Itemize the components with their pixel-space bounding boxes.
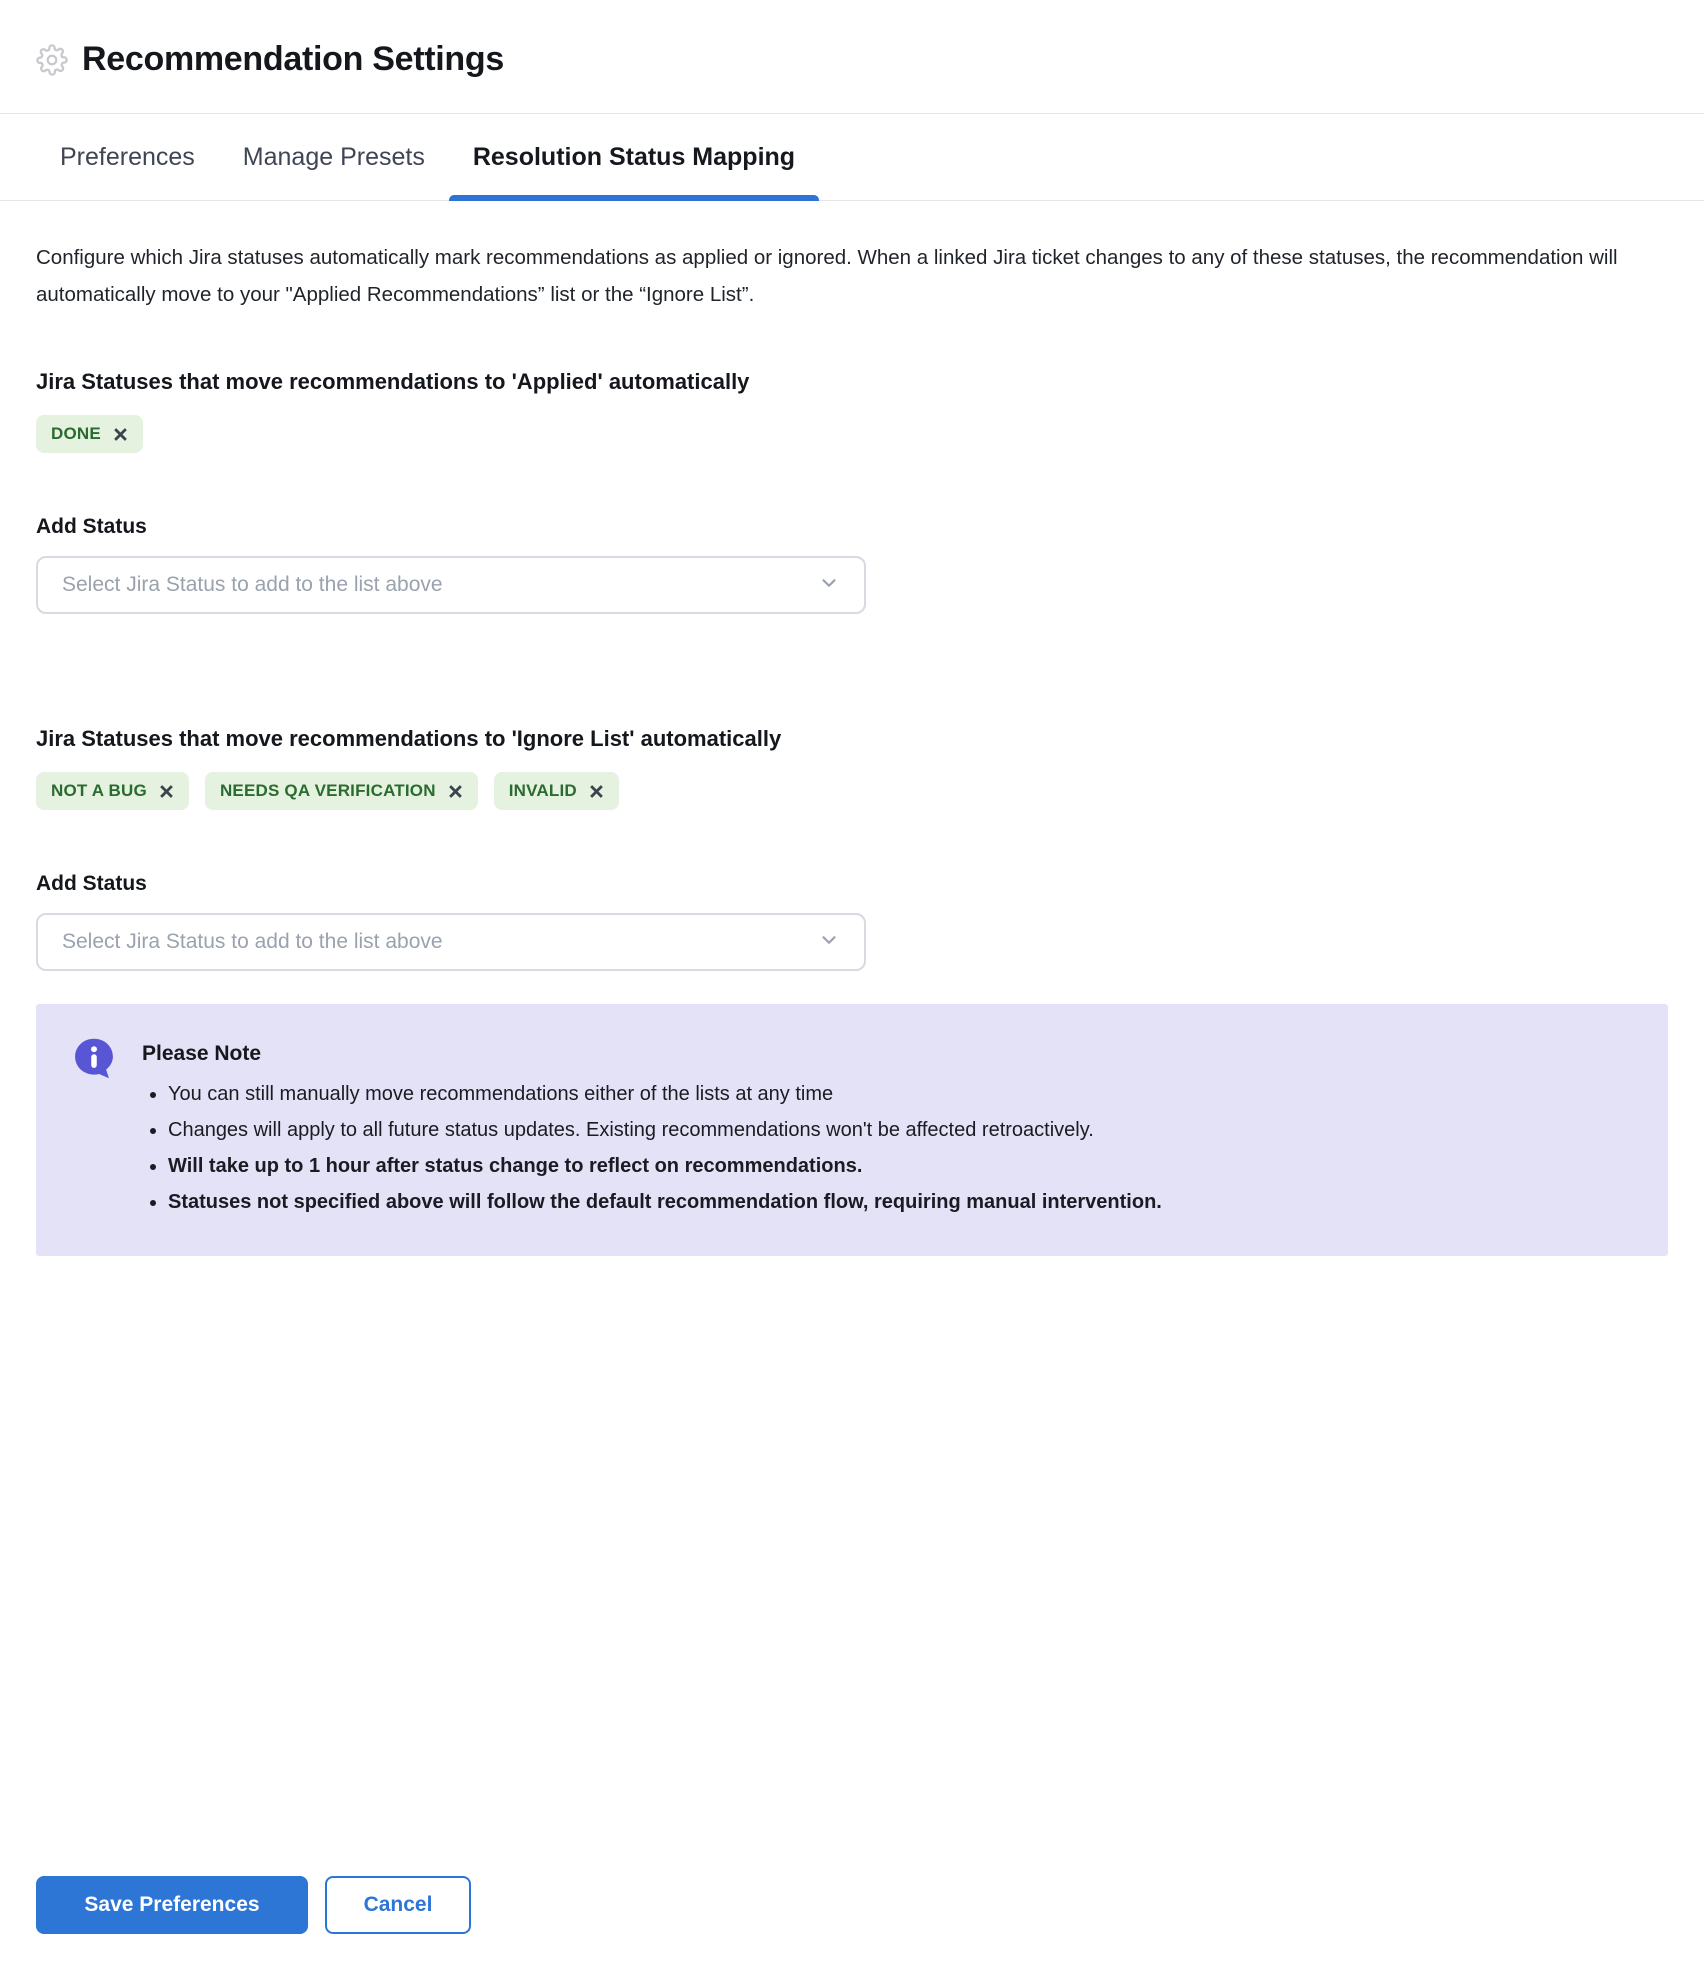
info-icon <box>72 1036 116 1080</box>
note-bullet: • Changes will apply to all future status updates. Existing recommendations won't be affected retroactively. <box>168 1116 1162 1144</box>
status-chip-label: DONE <box>51 424 101 443</box>
status-chip-needs-qa-verification <box>205 772 478 810</box>
page-description: Configure which Jira statuses automatically mark recommendations as applied or ignored. When a linked Jira ticket changes to any of these statuses, the recommendation will automatically move to your "Applied Recommendations” list or the “Ignore List”. <box>36 246 1618 306</box>
note-content <box>142 1034 1162 1216</box>
status-chip-label: NOT A BUG <box>51 781 147 800</box>
applied-statuses-section <box>36 369 1668 614</box>
gear-icon <box>36 44 68 76</box>
tab-resolution-status-mapping[interactable]: Resolution Status Mapping <box>449 114 819 200</box>
note-bullet: • You can still manually move recommendations either of the lists at any time <box>168 1080 1162 1108</box>
remove-status-icon[interactable] <box>448 784 463 799</box>
status-chip-done <box>36 415 143 453</box>
page-header <box>36 0 1668 79</box>
remove-status-icon[interactable] <box>159 784 174 799</box>
select-placeholder-text: Select Jira Status to add to the list above <box>62 930 443 953</box>
tabs-bar <box>0 113 1704 201</box>
status-chip-label: NEEDS QA VERIFICATION <box>219 781 436 800</box>
ignore-section-heading: Jira Statuses that move recommendations to 'Ignore List' automatically <box>36 726 782 751</box>
tab-manage-presets[interactable]: Manage Presets <box>219 114 449 200</box>
remove-status-icon[interactable] <box>589 784 604 799</box>
action-buttons <box>36 1876 471 1934</box>
chevron-down-icon <box>818 929 840 956</box>
note-bullet: • Statuses not specified above will follow the default recommendation flow, requiring manual intervention. <box>168 1188 1162 1216</box>
page-title: Recommendation Settings <box>82 40 504 78</box>
note-title: Please Note <box>142 1042 262 1065</box>
remove-status-icon[interactable] <box>113 427 128 442</box>
status-chip-not-a-bug <box>36 772 189 810</box>
cancel-button[interactable]: Cancel <box>325 1876 471 1934</box>
ignore-jira-status-select[interactable] <box>36 913 866 971</box>
note-bullet-list <box>142 1080 1162 1216</box>
save-preferences-button[interactable]: Save Preferences <box>36 1876 308 1934</box>
select-placeholder-text: Select Jira Status to add to the list above <box>62 573 443 596</box>
applied-section-heading: Jira Statuses that move recommendations to 'Applied' automatically <box>36 369 750 394</box>
note-bullet: • Will take up to 1 hour after status change to reflect on recommendations. <box>168 1152 1162 1180</box>
please-note-callout <box>36 1004 1668 1256</box>
chevron-down-icon <box>818 572 840 599</box>
ignore-chip-row <box>36 772 1668 810</box>
tab-preferences[interactable]: Preferences <box>36 114 219 200</box>
add-status-label: Add Status <box>36 872 147 895</box>
status-chip-invalid <box>494 772 619 810</box>
ignore-statuses-section <box>36 726 1668 971</box>
applied-chip-row <box>36 415 1668 453</box>
applied-jira-status-select[interactable] <box>36 556 866 614</box>
status-chip-label: INVALID <box>508 781 577 800</box>
add-status-label: Add Status <box>36 515 147 538</box>
